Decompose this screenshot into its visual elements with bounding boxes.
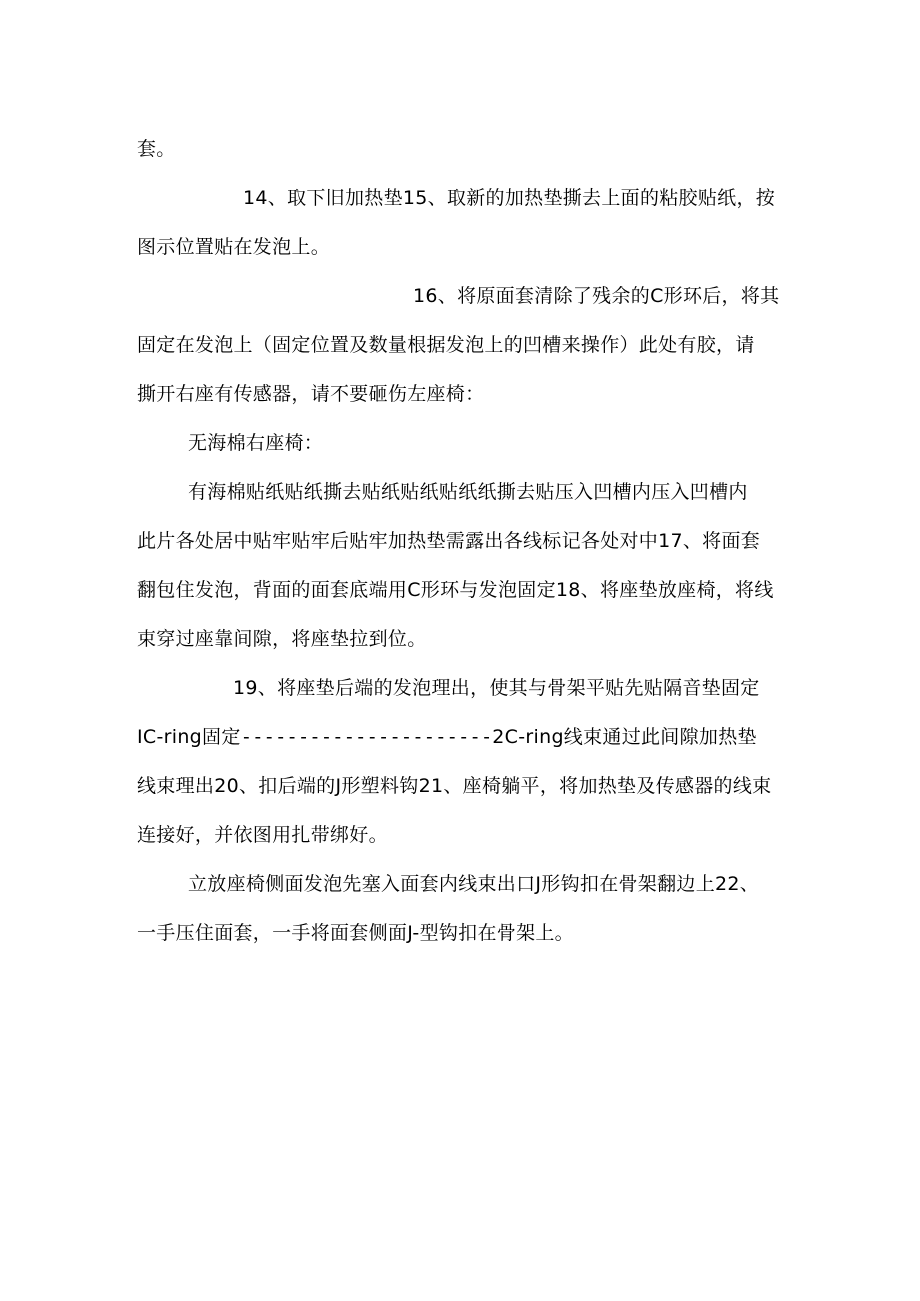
paragraph-line	[137, 724, 757, 750]
paragraph-line: 套。	[137, 138, 176, 160]
paragraph-line: 有海棉贴纸贴纸撕去贴纸贴纸贴纸纸撕去贴压入凹槽内压入凹槽内	[188, 481, 748, 503]
paragraph-line: 线束理出20、扣后端的J形塑料钩21、座椅躺平，将加热垫及传感器的线束	[137, 775, 772, 797]
paragraph-line: 19、将座垫后端的发泡理出，使其与骨架平贴先贴隔音垫固定	[233, 677, 760, 699]
paragraph-line: 束穿过座靠间隙，将座垫拉到位。	[137, 628, 427, 650]
paragraph-line: 连接好，并依图用扎带绑好。	[137, 824, 388, 846]
paragraph-line: 固定在发泡上（固定位置及数量根据发泡上的凹槽来操作）此处有胶，请	[137, 334, 755, 356]
paragraph-line: 撕开右座有传感器，请不要砸伤左座椅：	[137, 383, 485, 405]
paragraph-line: 16、将原面套清除了残余的C形环后，将其	[413, 285, 780, 307]
ring-label-1: IC-ring固定	[137, 726, 241, 748]
paragraph-line: 立放座椅侧面发泡先塞入面套内线束出口J形钩扣在骨架翻边上22、	[188, 873, 760, 895]
ring-label-2: 2C-ring线束通过此间隙加热垫	[492, 726, 757, 748]
paragraph-line: 14、取下旧加热垫15、取新的加热垫撕去上面的粘胶贴纸，按	[243, 187, 776, 209]
dashed-separator: ----------------------	[240, 726, 493, 748]
paragraph-line: 无海棉右座椅：	[188, 432, 324, 454]
paragraph-line: 一手压住面套，一手将面套侧面J-型钩扣在骨架上。	[137, 922, 574, 944]
paragraph-line: 图示位置贴在发泡上。	[137, 236, 331, 258]
paragraph-line: 此片各处居中贴牢贴牢后贴牢加热垫需露出各线标记各处对中17、将面套	[137, 530, 761, 552]
paragraph-line: 翻包住发泡，背面的面套底端用C形环与发泡固定18、将座垫放座椅，将线	[137, 579, 774, 601]
